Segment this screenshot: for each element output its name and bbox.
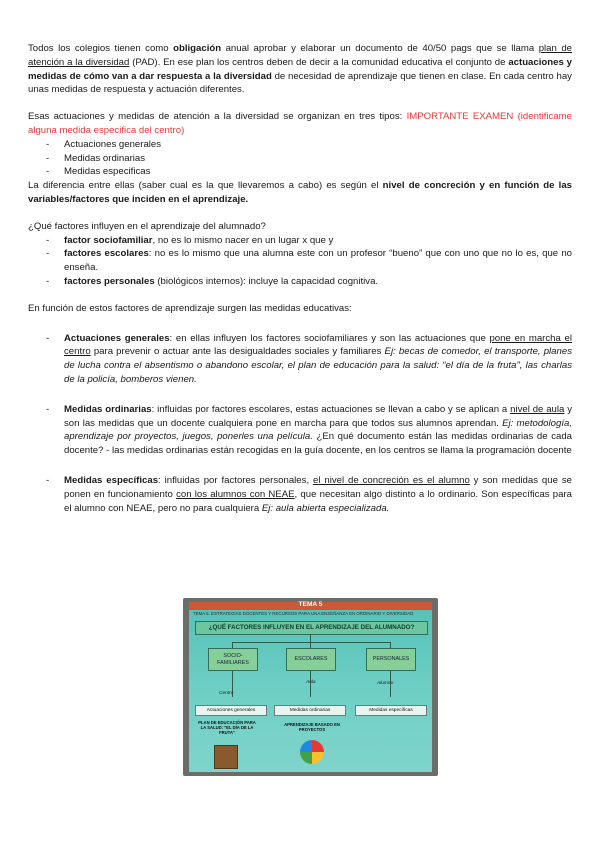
slide-bottom-abp: APRENDIZAJE BASADO EN PROYECTOS [284,722,340,732]
exam-note: IMPORTANTE EXAMEN (identificame alguna medida especifica del centro) [28,111,572,136]
slide-header: TEMA 5 [189,602,432,610]
paragraph-diferencia: La diferencia entre ellas (saber cual es la que llevaremos a cabo) es según el nivel de concreción y en función de las variables/factores que inciden en el aprendizaje. [28,180,572,205]
slide-screen [189,602,432,772]
medidas-list [28,332,572,387]
list-item: - factor sociofamiliar, no es lo mismo nacer en un lugar x que y [28,234,572,248]
slide-box-escolares: ESCOLARES [286,648,336,671]
slide-photo [183,598,438,776]
slide-level-centro: Centro [219,691,234,696]
list-item: - factores escolares: no es lo mismo que una alumna este con un profesor “bueno” que con uno que no lo es, que no enseña. [28,247,572,275]
slide-box-sociofamiliares: SOCIO-FAMILIARES [208,648,258,671]
list-item: - Actuaciones generales: en ellas influyen los factores sociofamiliares y son las actuaciones que pone en marcha el centro para prevenir o actuar ante las desigualdades sociales y familiares Ej: becas de comedor, el transporte, planes de lucha contra el absentismo o abandono escolar, el plan de educación para la salud: “el día de la fruta”, las charlas de la policía, bomberos vienen. [28,332,572,387]
slide-box-personales: PERSONALES [366,648,416,671]
slide-label-ordinarias: Medidas ordinarias [274,705,346,716]
slide-bottom-plan: PLAN DE EDUCACIÓN PARA LA SALUD: "EL DÍA DE LA FRUTA" [198,720,256,735]
slide-level-aula: Aula [306,680,316,685]
paragraph-medidas-intro: En función de estos factores de aprendizaje surgen las medidas educativas: [28,302,352,314]
tipos-list [28,138,572,179]
list-item: - factores personales (biológicos internos): incluye la capacidad cognitiva. [28,275,572,289]
list-item: - Medidas ordinarias: influidas por factores escolares, estas actuaciones se llevan a cabo y se aplican a nivel de aula y son las medidas que un docente cualquiera pone en marcha para que todos sus alumnos aprendan. Ej: metodología, aprendizaje por proyectos, juegos, ponerles una película. ¿En qué documento están las medidas ordinarias de cada docente? - las medidas ordinarias están recogidas en la guía docente, en los centros se llama la programación docente [28,403,572,458]
fruit-image [214,745,238,769]
paragraph-tipos: Esas actuaciones y medidas de atención a la diversidad se organizan en tres tipos: IMPORTANTE EXAMEN (identificame alguna medida especifica del centro) [28,111,572,136]
factores-list [28,234,572,289]
slide-label-especificas: Medidas específicas [355,705,427,716]
list-item: - Medidas ordinarias [28,152,572,166]
slide-subtitle: TEMA 5. ESTRATEGIAS DOCENTES Y RECURSOS PARA UNA ENSEÑANZA EN ORDINARIO Y DIVERSIDAD [193,611,414,616]
slide-label-generales: Actuaciones generales [195,705,267,716]
list-item: - Medidas especificas [28,165,572,179]
list-item: - Medidas específicas: influidas por factores personales, el nivel de concreción es el alumno y son medidas que se ponen en funcionamiento con los alumnos con NEAE, que necesitan algo distinto a lo ordinario. Son específicas para el alumno con NEAE, pero no para cualquiera Ej: aula abierta especializada. [28,474,572,515]
document-body [28,42,572,515]
list-item: - Actuaciones generales [28,138,572,152]
question-heading: ¿Qué factores influyen en el aprendizaje del alumnado? [28,220,266,232]
slide-question: ¿QUÉ FACTORES INFLUYEN EN EL APRENDIZAJE DEL ALUMNADO? [195,621,428,635]
abp-logo-icon [300,740,324,764]
paragraph-intro: Todos los colegios tienen como obligación anual aprobar y elaborar un documento de 40/50 pags que se llama plan de atención a la diversidad (PAD). En ese plan los centros deben de decir a la comunidad educativa el conjunto de actuaciones y medidas de cómo van a dar respuesta a la diversidad de necesidad de aprendizaje que tienen en clase. En cada centro hay unas medidas de respuesta y actuación diferentes. [28,43,573,96]
slide-level-alumno: Alumno [377,681,394,686]
